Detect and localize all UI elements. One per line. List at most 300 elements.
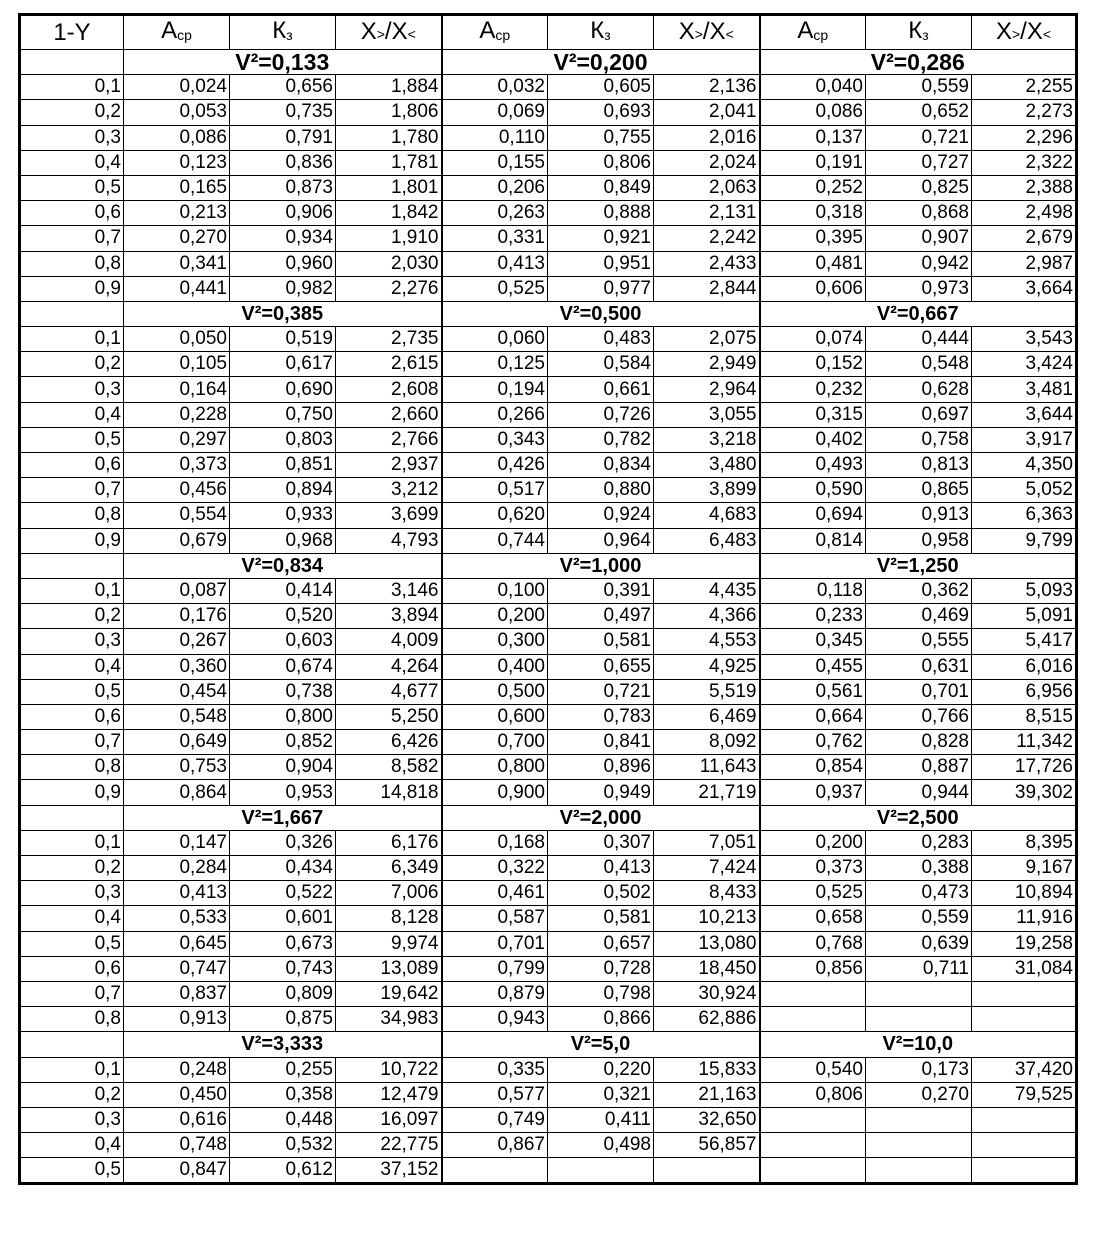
table-cell <box>760 1107 866 1132</box>
table-cell: 0,194 <box>442 377 548 402</box>
table-cell: 0,315 <box>760 402 866 427</box>
table-cell <box>972 1133 1077 1158</box>
group-header-row <box>20 1032 1077 1057</box>
table-cell <box>972 1107 1077 1132</box>
table-cell: 0,803 <box>230 427 336 452</box>
table-cell: 0,426 <box>442 453 548 478</box>
group-blank-cell <box>20 50 124 75</box>
table-row <box>20 956 1077 981</box>
table-cell: 0,318 <box>760 201 866 226</box>
table-cell: 0,953 <box>230 780 336 805</box>
table-cell: 0,620 <box>442 503 548 528</box>
table-cell: 0,362 <box>866 578 972 603</box>
row-1-y-value: 0,4 <box>20 150 124 175</box>
table-cell: 0,658 <box>760 906 866 931</box>
table-cell: 2,949 <box>654 352 760 377</box>
table-cell: 0,461 <box>442 881 548 906</box>
table-cell: 32,650 <box>654 1107 760 1132</box>
table-cell: 0,973 <box>866 276 972 301</box>
group-blank-cell <box>20 1032 124 1057</box>
table-row <box>20 1057 1077 1082</box>
table-row <box>20 528 1077 553</box>
table-cell: 0,118 <box>760 578 866 603</box>
table-cell: 30,924 <box>654 981 760 1006</box>
table-cell: 0,673 <box>230 931 336 956</box>
group-label-v2: V²=2,500 <box>760 805 1077 830</box>
table-row <box>20 478 1077 503</box>
table-cell: 0,701 <box>866 679 972 704</box>
table-cell: 0,834 <box>548 453 654 478</box>
table-cell: 0,693 <box>548 100 654 125</box>
header-a-avg-1 <box>124 15 230 50</box>
table-cell: 0,828 <box>866 730 972 755</box>
row-1-y-value: 0,4 <box>20 402 124 427</box>
table-cell: 0,335 <box>442 1057 548 1082</box>
table-cell: 0,791 <box>230 125 336 150</box>
table-cell: 0,601 <box>230 906 336 931</box>
table-cell: 0,841 <box>548 730 654 755</box>
table-cell: 0,391 <box>548 578 654 603</box>
header-a-letter: A <box>161 16 178 44</box>
table-cell: 2,063 <box>654 175 760 200</box>
table-row <box>20 125 1077 150</box>
group-header-row <box>20 805 1077 830</box>
table-cell: 0,880 <box>548 478 654 503</box>
table-cell: 0,887 <box>866 755 972 780</box>
table-cell: 0,590 <box>760 478 866 503</box>
table-cell: 0,450 <box>124 1082 230 1107</box>
table-cell: 0,631 <box>866 654 972 679</box>
table-cell: 10,894 <box>972 881 1077 906</box>
table-row <box>20 755 1077 780</box>
table-cell: 0,690 <box>230 377 336 402</box>
table-cell: 0,977 <box>548 276 654 301</box>
header-x-gt: > <box>1011 25 1021 42</box>
table-cell: 0,400 <box>442 654 548 679</box>
group-label-v2: V²=0,834 <box>124 553 442 578</box>
table-cell: 0,735 <box>230 100 336 125</box>
table-cell: 1,780 <box>336 125 442 150</box>
table-cell: 2,608 <box>336 377 442 402</box>
table-cell: 0,307 <box>548 830 654 855</box>
header-a-avg-2 <box>442 15 548 50</box>
table-cell: 3,480 <box>654 453 760 478</box>
table-cell: 2,024 <box>654 150 760 175</box>
table-cell: 2,255 <box>972 75 1077 100</box>
table-cell: 0,612 <box>230 1158 336 1184</box>
table-cell: 0,581 <box>548 629 654 654</box>
table-cell: 12,479 <box>336 1082 442 1107</box>
row-1-y-value: 0,5 <box>20 931 124 956</box>
table-cell: 0,032 <box>442 75 548 100</box>
table-cell: 18,450 <box>654 956 760 981</box>
table-row <box>20 654 1077 679</box>
table-cell: 0,413 <box>124 881 230 906</box>
table-cell: 22,775 <box>336 1133 442 1158</box>
row-1-y-value: 0,1 <box>20 1057 124 1082</box>
table-cell: 21,719 <box>654 780 760 805</box>
table-cell: 0,125 <box>442 352 548 377</box>
row-1-y-value: 0,9 <box>20 276 124 301</box>
row-1-y-value: 0,7 <box>20 981 124 1006</box>
table-cell: 0,155 <box>442 150 548 175</box>
table-cell: 0,942 <box>866 251 972 276</box>
row-1-y-value: 0,7 <box>20 730 124 755</box>
table-cell: 0,345 <box>760 629 866 654</box>
table-cell: 0,060 <box>442 327 548 352</box>
table-cell: 0,493 <box>760 453 866 478</box>
table-cell: 79,525 <box>972 1082 1077 1107</box>
table-cell: 0,806 <box>548 150 654 175</box>
header-x-lt: < <box>1042 25 1052 42</box>
table-cell: 19,642 <box>336 981 442 1006</box>
table-cell: 0,502 <box>548 881 654 906</box>
header-a-sub: ср <box>495 26 511 43</box>
table-cell: 0,434 <box>230 856 336 881</box>
table-cell: 2,615 <box>336 352 442 377</box>
group-label-v2: V²=3,333 <box>124 1032 442 1057</box>
table-cell: 0,799 <box>442 956 548 981</box>
table-cell: 0,894 <box>230 478 336 503</box>
table-cell: 4,435 <box>654 578 760 603</box>
table-cell: 0,343 <box>442 427 548 452</box>
table-cell: 0,497 <box>548 604 654 629</box>
table-cell: 5,052 <box>972 478 1077 503</box>
table-cell: 0,825 <box>866 175 972 200</box>
table-row <box>20 251 1077 276</box>
table-cell: 0,413 <box>442 251 548 276</box>
group-label-v2: V²=0,200 <box>442 50 760 75</box>
table-cell: 6,349 <box>336 856 442 881</box>
group-label-v2: V²=1,000 <box>442 553 760 578</box>
table-cell <box>972 1158 1077 1184</box>
row-1-y-value: 0,2 <box>20 1082 124 1107</box>
table-cell: 0,782 <box>548 427 654 452</box>
table-cell: 0,600 <box>442 704 548 729</box>
table-cell: 0,964 <box>548 528 654 553</box>
table-cell: 0,661 <box>548 377 654 402</box>
table-cell: 3,218 <box>654 427 760 452</box>
table-cell: 0,875 <box>230 1007 336 1032</box>
table-cell: 4,009 <box>336 629 442 654</box>
table-cell: 0,086 <box>760 100 866 125</box>
header-x-letter: X <box>360 17 377 45</box>
row-1-y-value: 0,8 <box>20 251 124 276</box>
table-cell: 0,233 <box>760 604 866 629</box>
table-cell: 10,722 <box>336 1057 442 1082</box>
table-cell: 0,213 <box>124 201 230 226</box>
table-cell <box>760 1133 866 1158</box>
group-header-row <box>20 50 1077 75</box>
table-cell: 2,937 <box>336 453 442 478</box>
table-row <box>20 453 1077 478</box>
table-cell <box>866 1107 972 1132</box>
table-cell: 0,164 <box>124 377 230 402</box>
table-cell: 0,758 <box>866 427 972 452</box>
table-cell: 0,300 <box>442 629 548 654</box>
table-row <box>20 427 1077 452</box>
table-cell: 1,842 <box>336 201 442 226</box>
table-cell: 0,520 <box>230 604 336 629</box>
table-row <box>20 780 1077 805</box>
table-cell: 4,350 <box>972 453 1077 478</box>
table-row <box>20 830 1077 855</box>
table-cell: 0,105 <box>124 352 230 377</box>
table-cell: 0,548 <box>866 352 972 377</box>
table-cell: 14,818 <box>336 780 442 805</box>
table-cell: 56,857 <box>654 1133 760 1158</box>
table-cell: 0,743 <box>230 956 336 981</box>
table-cell: 0,768 <box>760 931 866 956</box>
table-cell: 0,906 <box>230 201 336 226</box>
header-row <box>20 15 1077 50</box>
table-cell: 0,873 <box>230 175 336 200</box>
table-cell: 0,341 <box>124 251 230 276</box>
row-1-y-value: 0,2 <box>20 856 124 881</box>
header-x-letter: X <box>678 17 695 45</box>
header-x-slash: /X <box>384 17 408 45</box>
table-cell: 0,888 <box>548 201 654 226</box>
table-cell: 2,679 <box>972 226 1077 251</box>
table-cell: 0,165 <box>124 175 230 200</box>
group-header-row <box>20 553 1077 578</box>
table-cell: 0,074 <box>760 327 866 352</box>
table-cell: 0,069 <box>442 100 548 125</box>
table-cell: 0,958 <box>866 528 972 553</box>
table-cell: 0,700 <box>442 730 548 755</box>
group-blank-cell <box>20 553 124 578</box>
table-cell <box>760 1158 866 1184</box>
table-cell: 62,886 <box>654 1007 760 1032</box>
table-cell: 0,525 <box>442 276 548 301</box>
table-cell: 0,270 <box>866 1082 972 1107</box>
row-1-y-value: 0,8 <box>20 503 124 528</box>
table-cell: 0,413 <box>548 856 654 881</box>
row-1-y-value: 0,5 <box>20 679 124 704</box>
table-cell: 0,645 <box>124 931 230 956</box>
table-cell: 0,798 <box>548 981 654 1006</box>
table-cell: 0,456 <box>124 478 230 503</box>
table-cell: 0,697 <box>866 402 972 427</box>
table-cell: 0,649 <box>124 730 230 755</box>
table-cell <box>548 1158 654 1184</box>
table-cell: 0,232 <box>760 377 866 402</box>
group-header-row <box>20 301 1077 326</box>
table-cell: 5,417 <box>972 629 1077 654</box>
table-cell: 0,721 <box>866 125 972 150</box>
header-k-sub: з <box>604 26 611 43</box>
table-cell: 5,093 <box>972 578 1077 603</box>
header-k-letter: К <box>590 16 605 44</box>
row-1-y-value: 0,5 <box>20 175 124 200</box>
table-cell: 2,273 <box>972 100 1077 125</box>
table-cell: 0,498 <box>548 1133 654 1158</box>
table-row <box>20 1082 1077 1107</box>
table-cell: 0,852 <box>230 730 336 755</box>
table-cell: 1,910 <box>336 226 442 251</box>
row-1-y-value: 0,2 <box>20 100 124 125</box>
table-cell: 0,473 <box>866 881 972 906</box>
table-row <box>20 503 1077 528</box>
table-cell: 0,657 <box>548 931 654 956</box>
table-cell: 0,454 <box>124 679 230 704</box>
table-cell: 2,388 <box>972 175 1077 200</box>
table-cell: 0,200 <box>760 830 866 855</box>
header-x-slash: /X <box>1020 17 1043 45</box>
group-label-v2: V²=0,286 <box>760 50 1077 75</box>
table-cell: 0,628 <box>866 377 972 402</box>
header-k-sub: з <box>286 26 293 43</box>
table-row <box>20 730 1077 755</box>
row-1-y-value: 0,8 <box>20 1007 124 1032</box>
table-cell: 7,424 <box>654 856 760 881</box>
data-table <box>18 13 1078 1185</box>
row-1-y-value: 0,9 <box>20 780 124 805</box>
table-cell: 3,424 <box>972 352 1077 377</box>
table-cell: 2,136 <box>654 75 760 100</box>
table-cell: 3,917 <box>972 427 1077 452</box>
table-row <box>20 1007 1077 1032</box>
table-cell: 0,533 <box>124 906 230 931</box>
table-cell: 0,228 <box>124 402 230 427</box>
table-cell: 0,896 <box>548 755 654 780</box>
table-cell: 15,833 <box>654 1057 760 1082</box>
table-cell: 0,755 <box>548 125 654 150</box>
group-label-v2: V²=1,250 <box>760 553 1077 578</box>
table-cell: 0,727 <box>866 150 972 175</box>
table-cell: 0,694 <box>760 503 866 528</box>
table-cell: 0,176 <box>124 604 230 629</box>
table-cell <box>442 1158 548 1184</box>
table-cell: 9,974 <box>336 931 442 956</box>
header-k-z-1 <box>230 15 336 50</box>
table-cell: 0,322 <box>442 856 548 881</box>
header-a-sub: ср <box>813 26 829 43</box>
table-row <box>20 402 1077 427</box>
table-cell: 2,735 <box>336 327 442 352</box>
table-cell: 0,813 <box>866 453 972 478</box>
table-cell: 37,420 <box>972 1057 1077 1082</box>
table-cell: 0,836 <box>230 150 336 175</box>
table-cell: 0,701 <box>442 931 548 956</box>
table-cell: 8,433 <box>654 881 760 906</box>
table-cell: 0,856 <box>760 956 866 981</box>
table-row <box>20 175 1077 200</box>
table-cell: 8,395 <box>972 830 1077 855</box>
table-cell: 1,884 <box>336 75 442 100</box>
table-cell: 19,258 <box>972 931 1077 956</box>
header-x-ratio-1 <box>336 15 442 50</box>
table-cell: 0,555 <box>866 629 972 654</box>
table-cell: 34,983 <box>336 1007 442 1032</box>
table-cell: 0,481 <box>760 251 866 276</box>
table-cell: 0,913 <box>866 503 972 528</box>
row-1-y-value: 0,1 <box>20 75 124 100</box>
row-1-y-value: 0,3 <box>20 125 124 150</box>
group-label-v2: V²=0,385 <box>124 301 442 326</box>
table-cell: 5,519 <box>654 679 760 704</box>
table-row <box>20 1107 1077 1132</box>
table-cell: 6,016 <box>972 654 1077 679</box>
table-cell: 0,674 <box>230 654 336 679</box>
table-cell: 0,469 <box>866 604 972 629</box>
table-cell: 2,030 <box>336 251 442 276</box>
header-k-letter: К <box>272 16 287 44</box>
table-cell: 5,250 <box>336 704 442 729</box>
table-cell: 0,951 <box>548 251 654 276</box>
table-cell: 0,532 <box>230 1133 336 1158</box>
table-cell: 0,800 <box>442 755 548 780</box>
header-k-sub: з <box>922 26 929 43</box>
row-1-y-value: 0,4 <box>20 654 124 679</box>
group-blank-cell <box>20 805 124 830</box>
table-cell: 0,373 <box>124 453 230 478</box>
table-cell: 2,766 <box>336 427 442 452</box>
table-cell: 7,006 <box>336 881 442 906</box>
table-row <box>20 226 1077 251</box>
table-cell: 8,128 <box>336 906 442 931</box>
table-cell: 0,024 <box>124 75 230 100</box>
table-cell: 0,525 <box>760 881 866 906</box>
table-cell: 0,559 <box>866 75 972 100</box>
table-cell: 0,617 <box>230 352 336 377</box>
table-cell: 0,748 <box>124 1133 230 1158</box>
header-a-letter: A <box>479 16 496 44</box>
table-row <box>20 679 1077 704</box>
table-cell: 0,865 <box>866 478 972 503</box>
row-1-y-value: 0,4 <box>20 1133 124 1158</box>
header-a-avg-3 <box>760 15 866 50</box>
table-cell: 1,781 <box>336 150 442 175</box>
table-cell: 0,137 <box>760 125 866 150</box>
table-cell: 4,553 <box>654 629 760 654</box>
row-1-y-value: 0,3 <box>20 377 124 402</box>
table-cell: 11,643 <box>654 755 760 780</box>
table-row <box>20 377 1077 402</box>
table-cell: 5,091 <box>972 604 1077 629</box>
table-cell: 0,395 <box>760 226 866 251</box>
table-cell: 3,212 <box>336 478 442 503</box>
table-cell: 0,191 <box>760 150 866 175</box>
table-cell: 31,084 <box>972 956 1077 981</box>
header-x-ratio-3 <box>972 15 1077 50</box>
table-cell: 9,167 <box>972 856 1077 881</box>
group-label-v2: V²=1,667 <box>124 805 442 830</box>
table-cell: 0,814 <box>760 528 866 553</box>
group-blank-cell <box>20 301 124 326</box>
table-cell: 2,242 <box>654 226 760 251</box>
table-cell <box>760 981 866 1006</box>
header-x-ratio-2 <box>654 15 760 50</box>
table-cell: 0,587 <box>442 906 548 931</box>
table-cell: 0,326 <box>230 830 336 855</box>
table-cell: 0,851 <box>230 453 336 478</box>
table-cell: 9,799 <box>972 528 1077 553</box>
table-cell: 1,801 <box>336 175 442 200</box>
table-cell: 0,168 <box>442 830 548 855</box>
table-cell: 3,899 <box>654 478 760 503</box>
table-cell: 0,402 <box>760 427 866 452</box>
table-cell: 4,264 <box>336 654 442 679</box>
table-cell <box>654 1158 760 1184</box>
table-cell: 0,522 <box>230 881 336 906</box>
table-cell: 2,296 <box>972 125 1077 150</box>
row-1-y-value: 0,3 <box>20 1107 124 1132</box>
table-cell: 0,147 <box>124 830 230 855</box>
row-1-y-value: 0,4 <box>20 906 124 931</box>
table-cell: 0,900 <box>442 780 548 805</box>
table-cell: 0,517 <box>442 478 548 503</box>
